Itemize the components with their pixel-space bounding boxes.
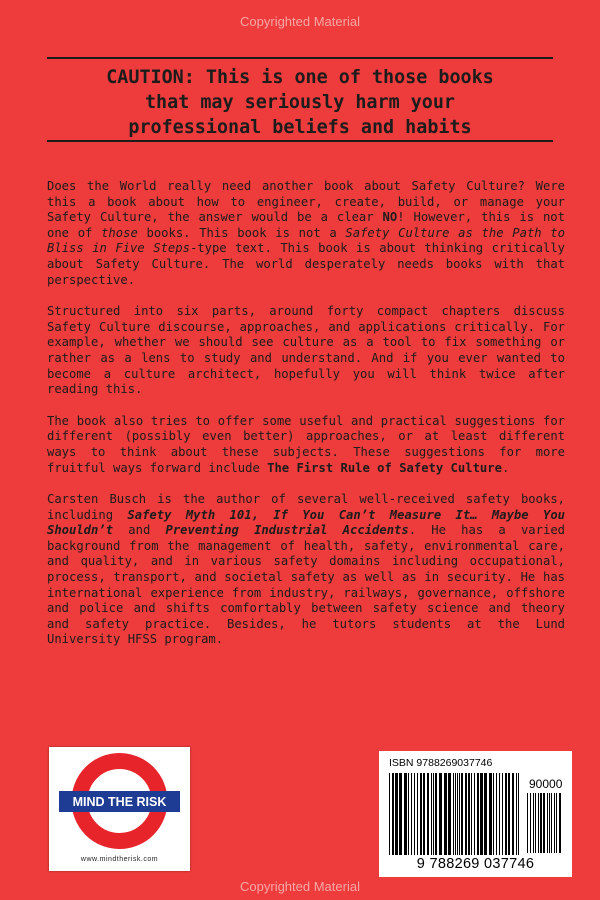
barcode-bar: [547, 793, 548, 853]
barcode-bar: [477, 773, 479, 855]
barcode-main-bars: [389, 773, 521, 855]
barcode-bar: [408, 773, 409, 855]
price-code: 90000: [529, 777, 563, 791]
barcode-bar: [411, 773, 412, 855]
caution-line-2: that may seriously harm your: [144, 92, 456, 113]
caution-banner: [47, 57, 553, 142]
barcode-bar: [530, 793, 531, 853]
bold-text: Safety Myth 101, If You Can’t Measure It… Maybe You Shouldn’t: [47, 507, 565, 538]
mind-the-risk-logo: [49, 747, 190, 871]
barcode-bar: [457, 773, 458, 855]
barcode-bar: [533, 793, 534, 853]
barcode-bar: [414, 773, 415, 855]
barcode-bar: [559, 793, 561, 853]
barcode-bar: [404, 773, 407, 855]
blurb-paragraph-3: The book also tries to offer some useful and practical suggestions for different (possibly even better) approaches, or at least different ways to think about these subjects. These suggestions for more fruitful ways forward include The First Rule of Safety Culture.: [47, 413, 565, 475]
barcode-bar: [496, 773, 497, 855]
barcode-bar: [502, 773, 503, 855]
barcode-addon-bars: [527, 793, 563, 853]
roundel-logo-icon: [49, 747, 190, 855]
barcode-bar: [549, 793, 550, 853]
bold-text: NO: [382, 210, 398, 225]
barcode-bar: [512, 773, 514, 855]
logo-banner-text: MIND THE RISK: [72, 795, 167, 809]
barcode-bar: [461, 773, 463, 855]
barcode-bar: [535, 793, 536, 853]
emphasis-text: those: [101, 225, 138, 240]
barcode-bar: [484, 773, 487, 855]
emphasis-text: Safety Culture as the Path to Bliss in Five Steps: [47, 225, 565, 256]
barcode-bar: [471, 773, 472, 855]
bold-text: Preventing Industrial Accidents: [165, 523, 409, 538]
logo-url: www.mindtherisk.com: [80, 856, 159, 863]
barcode-bar: [453, 773, 454, 855]
barcode-bar: [417, 773, 418, 855]
barcode-bar: [527, 793, 528, 853]
barcode-bar: [538, 793, 539, 853]
barcode-bar: [399, 773, 402, 855]
barcode-bar: [556, 793, 557, 853]
bold-text: The First Rule of Safety Culture: [267, 460, 502, 475]
isbn-digits: 9 788269 037746: [416, 856, 535, 872]
barcode-bar: [389, 773, 390, 855]
barcode-bar: [505, 773, 507, 855]
copyright-watermark-top: Copyrighted Material: [240, 14, 360, 29]
barcode-bar: [474, 773, 475, 855]
barcode-bar: [439, 773, 442, 855]
barcode-bar: [554, 793, 555, 853]
blurb-paragraph-4: Carsten Busch is the author of several well-received safety books, including Safety Myth 101, If You Can’t Measure It… Maybe You Shouldn’t and Preventing Industrial Accidents. He has a varied background from the management of health, safety, environmental care, and quality, and in various safety domains including occupational, process, transport, and societal safety as well as in security. He has international experience from industry, railways, governance, offshore and police and shifts comfortably between safety science and theory and safety practice. Besides, he tutors students at the Lund University HFSS program.: [47, 492, 565, 647]
barcode-bar: [518, 773, 519, 855]
barcode-bar: [551, 793, 552, 853]
barcode-bar: [431, 773, 432, 855]
copyright-watermark-bottom: Copyrighted Material: [240, 879, 360, 894]
blurb-paragraph-2: Structured into six parts, around forty compact chapters discuss Safety Culture discourse, approaches, and applications critically. For example, whether we should see culture as a tool to fix something or rather as a lens to study and understand. And if you ever wanted to become a culture architect, hopefully you will think twice after reading this.: [47, 304, 565, 397]
barcode-bar: [468, 773, 470, 855]
barcode-bar: [427, 773, 429, 855]
barcode-bar: [516, 773, 517, 855]
barcode-bar: [493, 773, 494, 855]
barcode-bar: [459, 773, 460, 855]
barcode-bar: [543, 793, 545, 853]
barcode-bar: [435, 773, 437, 855]
barcode-bar: [499, 773, 500, 855]
isbn-label: ISBN 9788269037746: [389, 757, 493, 769]
barcode-bar: [489, 773, 492, 855]
barcode-bar: [465, 773, 467, 855]
barcode-bar: [508, 773, 510, 855]
barcode-bar: [395, 773, 398, 855]
isbn-barcode: [379, 751, 572, 877]
barcode-bar: [480, 773, 483, 855]
back-cover-blurb: [47, 179, 565, 664]
barcode-bar: [392, 773, 394, 855]
barcode-bar: [423, 773, 425, 855]
caution-line-1: CAUTION: This is one of those books: [106, 67, 494, 88]
barcode-bar: [420, 773, 422, 855]
barcode-bar: [448, 773, 451, 855]
barcode-bar: [444, 773, 447, 855]
barcode-bar: [433, 773, 434, 855]
caution-line-3: professional beliefs and habits: [128, 117, 472, 138]
barcode-bar: [455, 773, 456, 855]
blurb-paragraph-1: Does the World really need another book about Safety Culture? Were this a book about how to engineer, create, build, or manage your Safety Culture, the answer would be a clear NO! However, this is not one of those books. This book is not a Safety Culture as the Path to Bliss in Five Steps-type text. This book is about thinking critically about Safety Culture. The world desperately needs books with that perspective.: [47, 179, 566, 287]
barcode-bar: [540, 793, 542, 853]
